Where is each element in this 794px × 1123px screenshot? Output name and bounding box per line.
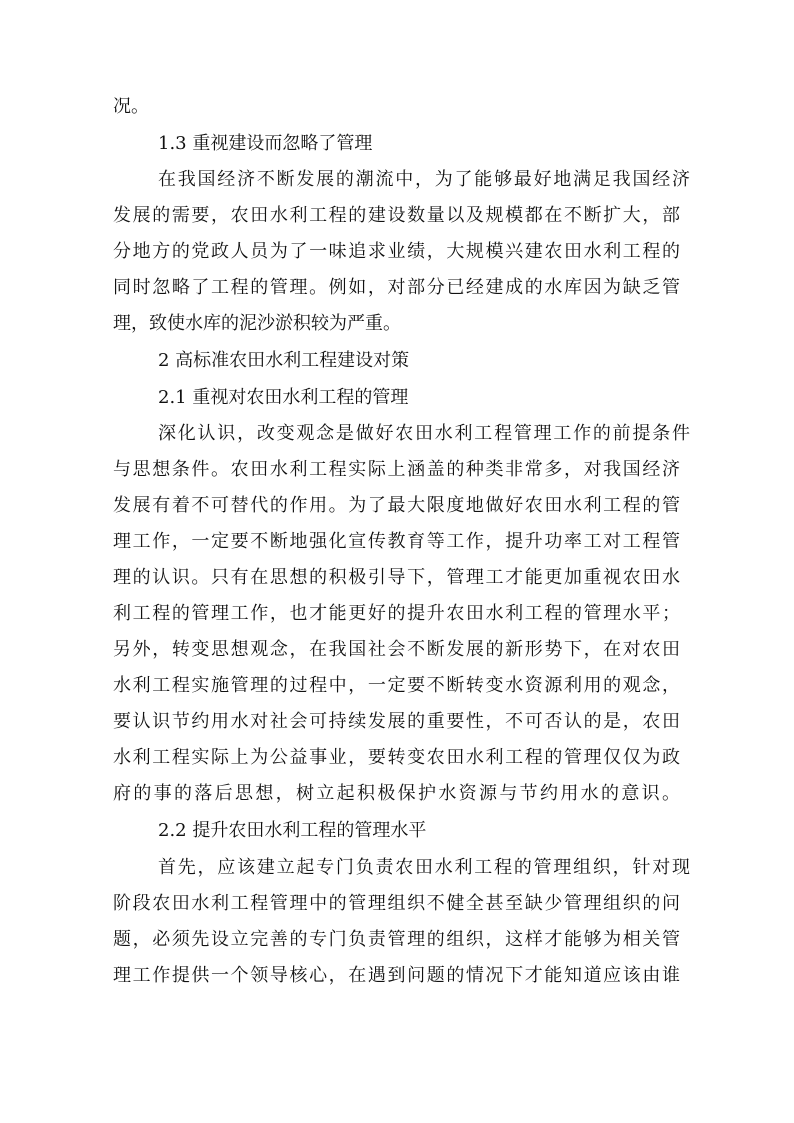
- text-line-content: 与思想条件。农田水利工程实际上涵盖的种类非常多，对我国经济: [113, 459, 682, 480]
- text-line: [0, 204, 794, 230]
- text-line-content: 理，致使水库的泥沙淤积较为严重。: [113, 313, 401, 334]
- text-line-content: 深化认识，改变观念是做好农田水利工程管理工作的前提条件: [158, 423, 692, 444]
- section-heading-2-2: [0, 819, 794, 845]
- text-line: [0, 710, 794, 736]
- text-line-content: 发展的需要，农田水利工程的建设数量以及规模都在不断扩大，部: [113, 205, 682, 226]
- text-line: [0, 240, 794, 266]
- section-heading-2: [0, 349, 794, 375]
- text-line: [0, 566, 794, 592]
- text-line-content: 另外，转变思想观念，在我国社会不断发展的新形势下，在对农田: [113, 639, 682, 660]
- text-line-content: 阶段农田水利工程管理中的管理组织不健全甚至缺少管理组织的问: [113, 893, 682, 914]
- text-line: [0, 422, 794, 448]
- text-line-content: 要认识节约用水对社会可持续发展的重要性，不可否认的是，农田: [113, 711, 682, 732]
- text-line: [0, 276, 794, 302]
- text-line: [0, 458, 794, 484]
- text-line-content: 理工作，一定要不断地强化宣传教育等工作，提升功率工对工程管: [113, 531, 682, 552]
- text-line-content: 首先，应该建立起专门负责农田水利工程的管理组织，针对现: [158, 857, 692, 878]
- text-line: [0, 168, 794, 194]
- text-line: [0, 674, 794, 700]
- text-line-content: 况。: [113, 96, 149, 117]
- section-heading-1-3: [0, 132, 794, 158]
- text-line-content: 在我国经济不断发展的潮流中，为了能够最好地满足我国经济: [158, 169, 692, 190]
- text-line-content: 1.3 重视建设而忽略了管理: [158, 133, 373, 154]
- text-line: [0, 638, 794, 664]
- text-line: [0, 602, 794, 628]
- text-line-content: 利工程的管理工作，也才能更好的提升农田水利工程的管理水平；: [113, 603, 682, 624]
- text-line-content: 理的认识。只有在思想的积极引导下，管理工才能更加重视农田水: [113, 567, 682, 588]
- text-line: [0, 782, 794, 808]
- text-line-content: 理工作提供一个领导核心，在遇到问题的情况下才能知道应该由谁: [113, 965, 682, 986]
- text-line-content: 2.2 提升农田水利工程的管理水平: [158, 820, 427, 841]
- text-line: [0, 530, 794, 556]
- text-line-content: 分地方的党政人员为了一味追求业绩，大规模兴建农田水利工程的: [113, 241, 682, 262]
- section-heading-2-1: [0, 386, 794, 412]
- text-line-content: 2 高标准农田水利工程建设对策: [158, 350, 410, 371]
- text-line: [0, 856, 794, 882]
- text-line-content: 发展有着不可替代的作用。为了最大限度地做好农田水利工程的管: [113, 495, 682, 516]
- text-line-content: 2.1 重视对农田水利工程的管理: [158, 387, 409, 408]
- text-line-content: 题，必须先设立完善的专门负责管理的组织，这样才能够为相关管: [113, 929, 682, 950]
- text-line: [0, 312, 794, 338]
- text-line-content: 水利工程实施管理的过程中，一定要不断转变水资源利用的观念，: [113, 675, 682, 696]
- text-line: [0, 746, 794, 772]
- text-line: [0, 892, 794, 918]
- text-line-content: 水利工程实际上为公益事业，要转变农田水利工程的管理仅仅为政: [113, 747, 682, 768]
- text-line-content: 府的事的落后思想，树立起积极保护水资源与节约用水的意识。: [113, 783, 683, 804]
- text-line: [0, 964, 794, 990]
- text-line: [0, 494, 794, 520]
- text-line: [0, 928, 794, 954]
- text-line-content: 同时忽略了工程的管理。例如，对部分已经建成的水库因为缺乏管: [113, 277, 682, 298]
- text-line: [0, 95, 794, 121]
